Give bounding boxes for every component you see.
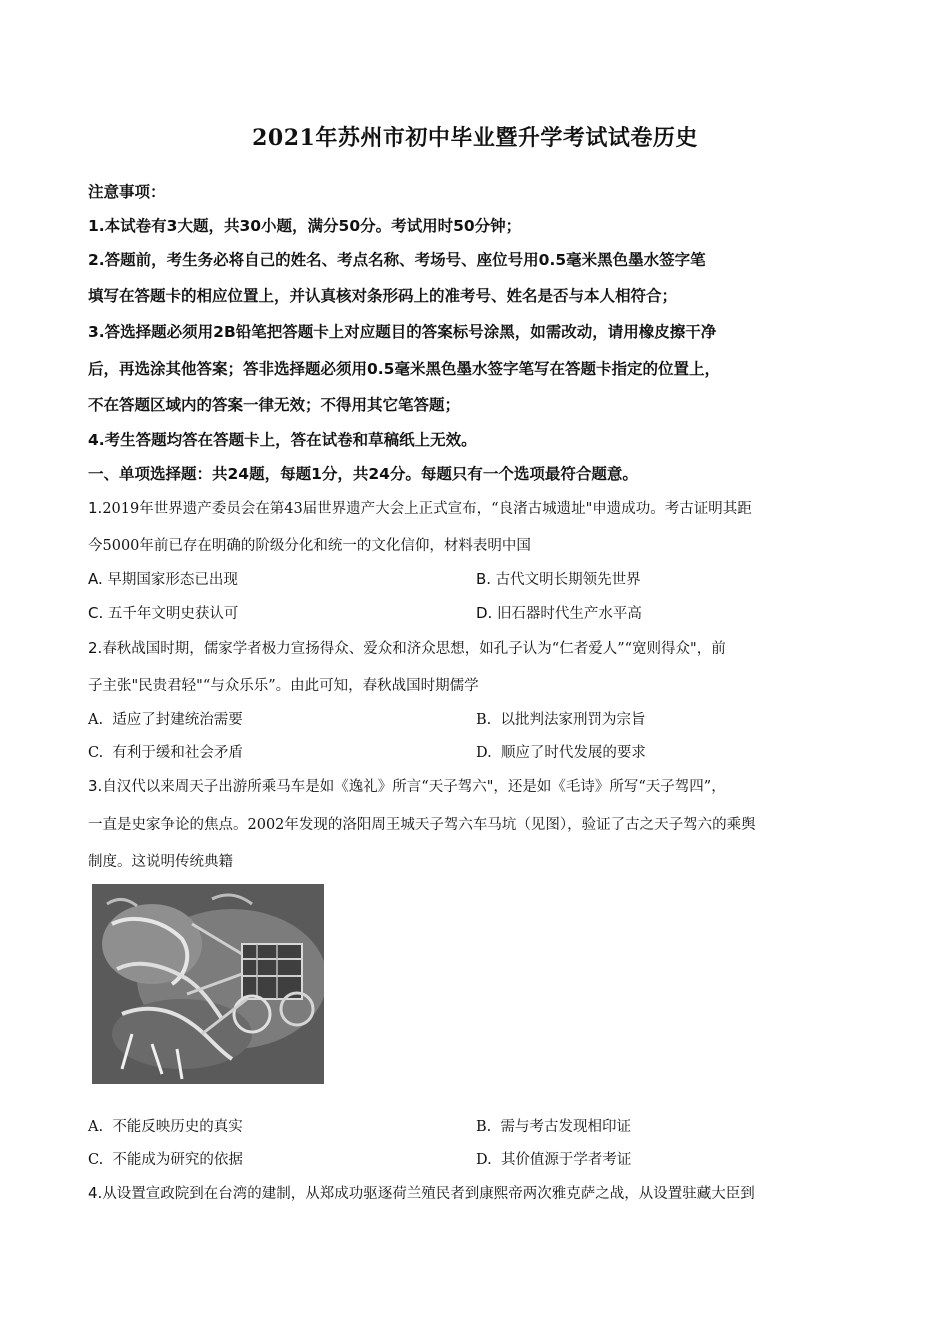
notice-item: 2.答题前，考生务必将自己的姓名、考点名称、考场号、座位号用0.5毫米黑色墨水签字笔 bbox=[88, 251, 706, 269]
option-b: B. 以批判法家刑罚为宗旨 bbox=[476, 712, 646, 728]
option-a: A. 适应了封建统治需要 bbox=[88, 712, 243, 728]
option-b: B. 古代文明长期领先世界 bbox=[476, 570, 641, 588]
chariot-pit-photo bbox=[92, 884, 324, 1084]
option-d: D. 旧石器时代生产水平高 bbox=[476, 604, 642, 622]
question-text: 从设置宣政院到在台湾的建制，从郑成功驱逐荷兰殖民者到康熙帝两次雅克萨之战，从设置驻藏大臣到 bbox=[102, 1186, 755, 1202]
notice-item: 不在答题区域内的答案一律无效；不得用其它笔答题； bbox=[88, 396, 461, 414]
question-4-line bbox=[88, 1182, 755, 1203]
notice-item: 后，再选涂其他答案；答非选择题必须用0.5毫米黑色墨水签字笔写在答题卡指定的位置上， bbox=[88, 360, 720, 378]
option-c: C. 不能成为研究的依据 bbox=[88, 1152, 243, 1168]
notice-item: 4.考生答题均答在答题卡上，答在试卷和草稿纸上无效。 bbox=[88, 431, 477, 449]
option-d: D. 其价值源于学者考证 bbox=[476, 1152, 632, 1168]
notice-item: 1.本试卷有3大题，共30小题，满分50分。考试用时50分钟； bbox=[88, 217, 522, 235]
question-text: 春秋战国时期，儒家学者极力宣扬得众、爱众和济众思想，如孔子认为“仁者爱人”“宽则得众"，前 bbox=[102, 641, 726, 657]
option-d: D. 顺应了时代发展的要求 bbox=[476, 745, 646, 761]
option-a: A. 不能反映历史的真实 bbox=[88, 1119, 243, 1135]
page-title: 2021年苏州市初中毕业暨升学考试试卷历史 bbox=[252, 125, 698, 151]
question-number: 4. bbox=[88, 1184, 103, 1202]
question-2-line: 子主张"民贵君轻"“与众乐乐”。由此可知，春秋战国时期儒学 bbox=[88, 678, 479, 694]
option-c: C. 五千年文明史获认可 bbox=[88, 604, 239, 622]
question-3-line: 制度。这说明传统典籍 bbox=[88, 854, 233, 870]
question-number: 1. bbox=[88, 499, 103, 517]
question-number: 2. bbox=[88, 639, 103, 657]
question-text: 2019年世界遗产委员会在第43届世界遗产大会上正式宣布，“良渚古城遗址"申遗成功。考古证明其距 bbox=[102, 501, 752, 517]
question-1-line: 今5000年前已存在明确的阶级分化和统一的文化信仰，材料表明中国 bbox=[88, 538, 531, 554]
option-a: A. 早期国家形态已出现 bbox=[88, 570, 238, 588]
option-b: B. 需与考古发现相印证 bbox=[476, 1119, 631, 1135]
question-3-line bbox=[88, 775, 726, 796]
notice-item: 填写在答题卡的相应位置上，并认真核对条形码上的准考号、姓名是否与本人相符合； bbox=[88, 287, 678, 305]
question-2-line bbox=[88, 637, 726, 658]
question-3-line: 一直是史家争论的焦点。2002年发现的洛阳周王城天子驾六车马坑（见图），验证了古之天子驾六的乘舆 bbox=[88, 817, 756, 833]
question-text: 自汉代以来周天子出游所乘马车是如《逸礼》所言“天子驾六"，还是如《毛诗》所写“天子驾四”， bbox=[102, 779, 726, 795]
option-c: C. 有利于缓和社会矛盾 bbox=[88, 745, 243, 761]
question-1-line bbox=[88, 497, 752, 518]
notice-heading: 注意事项： bbox=[88, 183, 166, 201]
section-heading: 一、单项选择题：共24题，每题1分，共24分。每题只有一个选项最符合题意。 bbox=[88, 465, 638, 483]
question-number: 3. bbox=[88, 777, 103, 795]
notice-item: 3.答选择题必须用2B铅笔把答题卡上对应题目的答案标号涂黑，如需改动，请用橡皮擦干净 bbox=[88, 323, 717, 341]
